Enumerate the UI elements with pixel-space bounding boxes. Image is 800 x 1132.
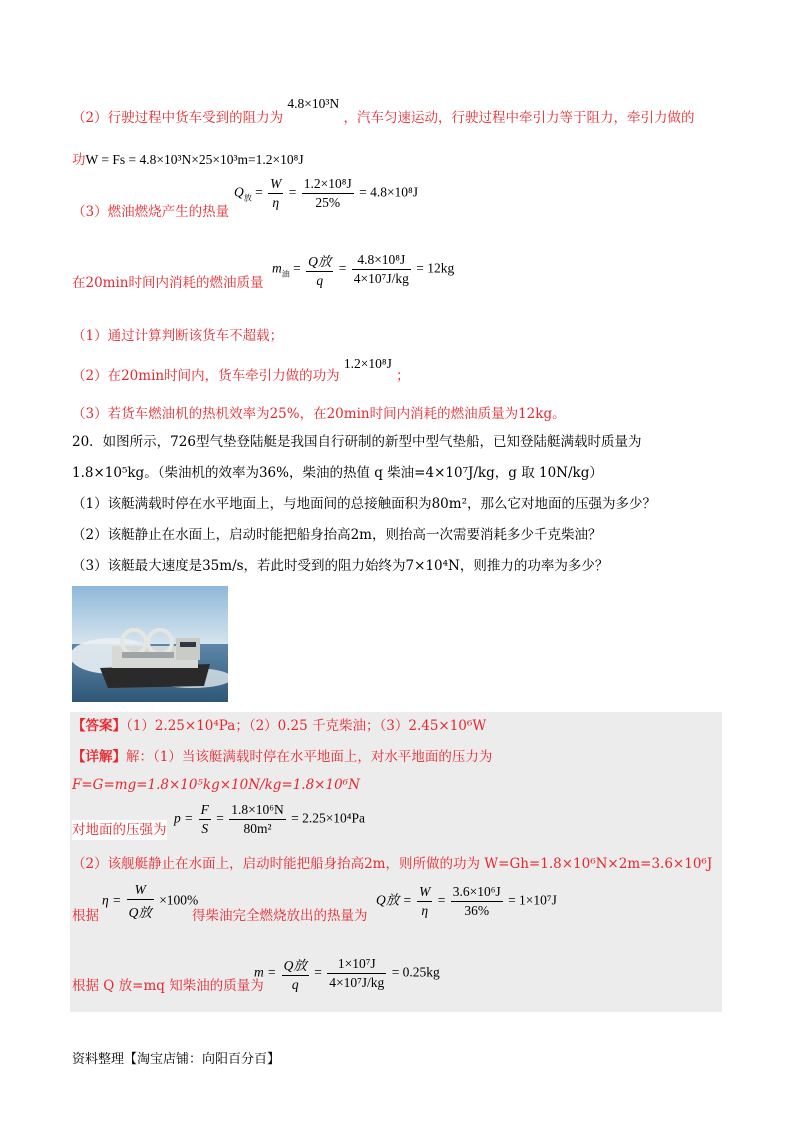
heat-label: 得柴油完全燃烧放出的热量为 xyxy=(192,908,368,924)
q20-stem-line1: 20．如图所示，726型气垫登陆艇是我国自行研制的新型中型气垫船，已知登陆艇满载时质量为 xyxy=(72,434,642,450)
efficiency-line-label: 根据 xyxy=(72,908,99,924)
mass-line-label: 根据 Q 放=mq 知柴油的质量为 xyxy=(72,978,264,994)
q20-sub-1: （1）该艇满载时停在水平地面上，与地面间的总接触面积为80m²，那么它对地面的压强为多少？ xyxy=(72,496,656,512)
solution-line-2: （2）行驶过程中货车受到的阻力为 4.8×10³N ，汽车匀速运动，行驶过程中牵引力等于阻力，牵引力做的 xyxy=(72,96,695,126)
fuel-mass-equation: $m_油$ = $\frac{\text{Q放}}{q}$ = $\frac{\text{4.8×10⁸J}}{\text{4×10⁷J/kg}}$ = 12kg xyxy=(272,252,455,288)
detail-line: 【详解】解：（1）当该艇满载时停在水平地面上，对水平地面的压力为 xyxy=(72,749,493,765)
solution-line-2b: 功W = Fs = 4.8×10³N×25×10³m=1.2×10⁸J xyxy=(72,152,304,168)
pressure-equation: p = $\frac{F}{S}$ = $\frac{\text{1.8×10⁶N}}{\text{80m²}}$ = 2.25×10⁴Pa xyxy=(174,802,366,836)
q20-sub-2: （2）该艇静止在水面上，启动时能把船身抬高2m，则抬高一次需要消耗多少千克柴油？ xyxy=(72,527,602,543)
footer-source: 资料整理【淘宝店铺：向阳百分百】 xyxy=(72,1052,281,1067)
q20-stem-line2: 1.8×10⁵kg。（柴油机的效率为36%，柴油的热值 q 柴油=4×10⁷J/kg，g 取 10N/kg） xyxy=(72,465,603,481)
answer-1: （1）通过计算判断该货车不超载； xyxy=(72,328,284,344)
answer-line: 【答案】（1）2.25×10⁴Pa；（2）0.25 千克柴油；（3）2.45×10⁶W xyxy=(72,718,487,734)
diesel-mass-equation: m = $\frac{\text{Q放}}{q}$ = $\frac{\text{1×10⁷J}}{\text{4×10⁷J/kg}}$ = 0.25kg xyxy=(254,956,440,992)
pressure-line: 对地面的压强为 xyxy=(72,822,167,838)
force-equation: F=G=mg=1.8×10⁵kg×10N/kg=1.8×10⁶N xyxy=(72,777,360,793)
work-line: （2）该舰艇静止在水面上，启动时能把船身抬高2m，则所做的功为 W=Gh=1.8×10⁶N×2m=3.6×10⁶J xyxy=(72,856,713,872)
q20-sub-3: （3）该艇最大速度是35m/s，若此时受到的阻力始终为7×10⁴N，则推力的功率为多少？ xyxy=(72,558,609,574)
answer-2: （2）在20min时间内，货车牵引力做的功为 1.2×10⁸J ； xyxy=(72,356,410,384)
heat-released-equation: Q放 = $\frac{W}{\eta}$ = $\frac{\text{3.6×10⁶J}}{36\%}$ = 1×10⁷J xyxy=(376,884,557,918)
hovercraft-photo xyxy=(72,586,228,702)
heat-equation: $Q_放$ = $\frac{W}{\eta}$ = $\frac{\text{1.2×10⁸J}}{25\%}$ = 4.8×10⁸J xyxy=(234,176,419,210)
solution-line-3: （3）燃油燃烧产生的热量 xyxy=(72,204,230,220)
solution-line-4: 在20min时间内消耗的燃油质量 xyxy=(72,275,264,291)
answer-3: （3）若货车燃油机的热机效率为25%，在20min时间内消耗的燃油质量为12kg。 xyxy=(72,406,566,422)
efficiency-equation: η = $\frac{W}{\text{Q放}}$ ×100% xyxy=(102,882,199,920)
